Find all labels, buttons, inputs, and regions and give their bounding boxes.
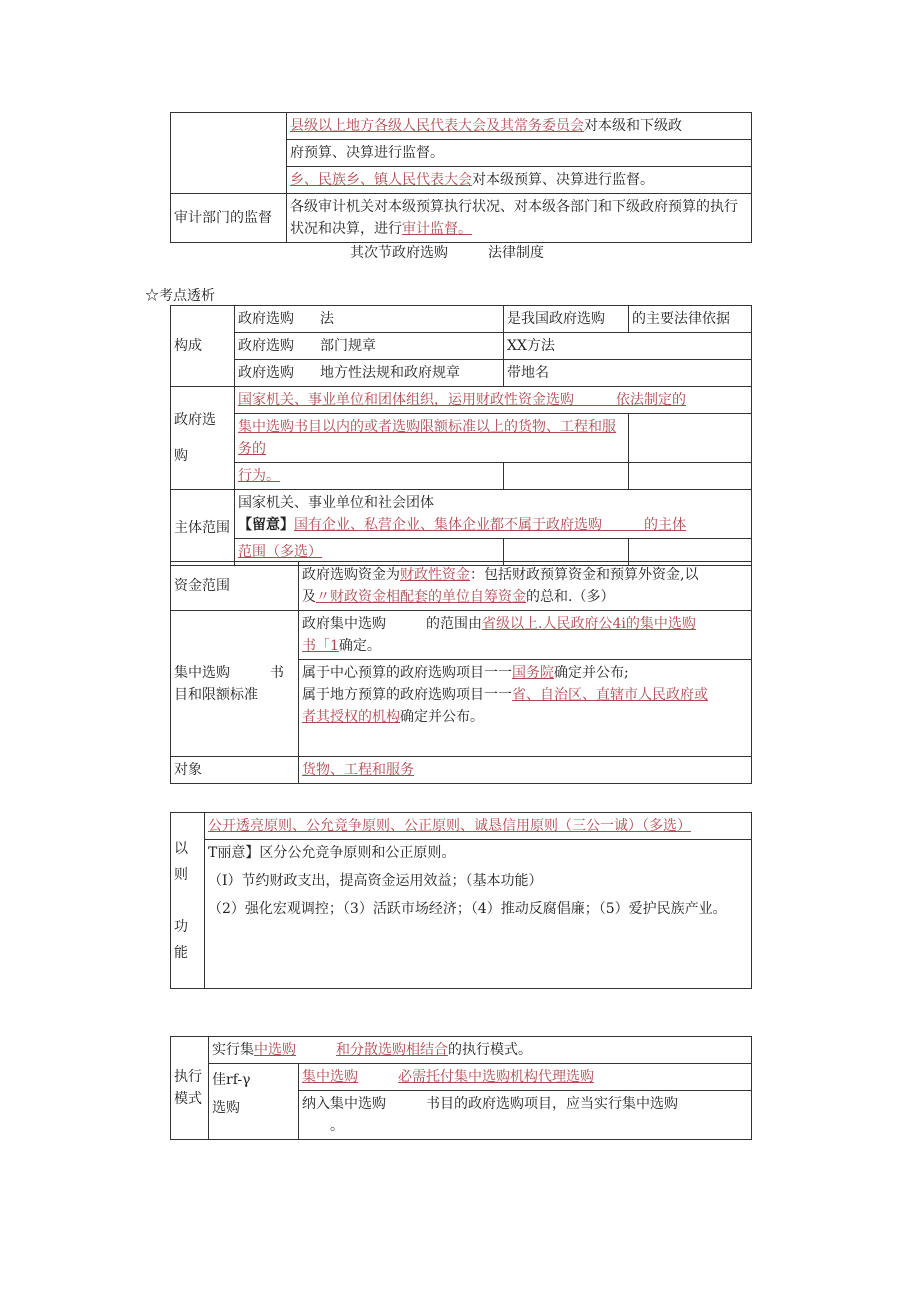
composition-table xyxy=(170,305,752,566)
law-basis-cell-2: 的主要法律依据 xyxy=(629,306,752,333)
local-rules-name-cell: 带地名 xyxy=(504,360,752,387)
principles-functions-label: 以 则 功能 xyxy=(171,813,205,989)
composition-label: 构成 xyxy=(171,306,235,387)
functions-content: T丽意】区分公允竞争原则和公正原则。 （I）节约财政支出，提高资金运用效益；（基本功能） （2）强化宏观调控；（3）活跃市场经济；（4）推动反腐倡廉；（5）爱护民族产业。 xyxy=(205,840,752,989)
execution-mode-label: 执行 模式 xyxy=(171,1037,209,1140)
law-cell: 政府选购 法 xyxy=(235,306,504,333)
fund-scope-label: 资金范围 xyxy=(171,562,299,611)
execution-mode-table xyxy=(170,1036,752,1140)
local-rules-cell: 政府选购 地方性法规和政府规章 xyxy=(235,360,504,387)
township-congress-highlight: 乡、民族乡、镇人民代表大会 xyxy=(290,172,472,188)
exam-point-heading: ☆考点透析 xyxy=(145,288,215,304)
definition-empty-cell-2 xyxy=(504,463,629,490)
section-title: 其次节政府选购 法律制度 xyxy=(350,245,544,261)
subject-scope-content: 国家机关、事业单位和社会团体 【留意】国有企业、私营企业、集体企业都不属于政府选购 的主体 xyxy=(235,490,752,539)
definition-line-1: 国家机关、事业单位和团体组织，运用财政性资金选购 依法制定的 xyxy=(235,387,752,414)
fund-scope-table xyxy=(170,561,752,784)
fund-scope-content: 政府选购资金为财政性资金：包括财政预算资金和预算外资金,以 及〃财政资金相配套的单位自筹资金的总和.（多） xyxy=(299,562,752,611)
audit-label: 审计部门的监督 xyxy=(171,194,287,243)
centralized-items: 纳入集中选购 书目的政府选购项目，应当实行集中选购 。 xyxy=(299,1091,752,1140)
county-congress-highlight: 县级以上地方各级人民代表大会及其常务委员会 xyxy=(290,118,584,134)
centralized-agency: 集中选购 必需托付集中选购机构代理选购 xyxy=(299,1064,752,1091)
subject-scope-line-3: 范围（多选） xyxy=(235,539,504,566)
definition-line-2: 集中选购书目以内的或者选购限额标准以上的货物、工程和服务的 xyxy=(235,414,629,463)
centralized-label: 佳rf-γ 选购 xyxy=(209,1064,299,1140)
law-basis-cell: 是我国政府选购 xyxy=(504,306,629,333)
object-content: 货物、工程和服务 xyxy=(299,757,752,784)
supervision-table xyxy=(170,112,752,243)
supervision-row-2: 府预算、决算进行监督。 xyxy=(287,140,752,167)
principles-content: 公开透亮原则、公允竞争原则、公正原则、诚恳信用原则（三公一诚）（多选） xyxy=(205,813,752,840)
supervision-row-1: 县级以上地方各级人民代表大会及其常务委员会对本级和下级政 xyxy=(287,113,752,140)
rules-name-cell: XX方法 xyxy=(504,333,752,360)
execution-mode-content: 实行集中选购 和分散选购相结合的执行模式。 xyxy=(209,1037,752,1064)
supervision-empty-cell xyxy=(171,113,287,194)
catalogue-scope: 政府集中选购 的范围由省级以上.人民政府公4i的集中选购 书「1确定。 xyxy=(299,611,752,660)
catalogue-label: 集中选购 书 目和限额标准 xyxy=(171,611,299,757)
subject-scope-label: 主体范围 xyxy=(171,490,235,566)
supervision-row-3: 乡、民族乡、镇人民代表大会对本级预算、决算进行监督。 xyxy=(287,167,752,194)
audit-content: 各级审计机关对本级预算执行状况、对本级各部门和下级政府预算的执行状况和决算，进行审计监督。 xyxy=(287,194,752,243)
catalogue-publishers: 属于中心预算的政府选购项目一一国务院确定并公布; 属于地方预算的政府选购项目一一省、自治区、直辖市人民政府或 者其授权的机构确定并公布。 xyxy=(299,660,752,757)
definition-empty-cell xyxy=(629,414,752,463)
definition-line-3: 行为。 xyxy=(235,463,504,490)
definition-empty-cell-3 xyxy=(629,463,752,490)
rules-cell: 政府选购 部门规章 xyxy=(235,333,504,360)
object-label: 对象 xyxy=(171,757,299,784)
definition-label: 政府选 购 xyxy=(171,387,235,490)
principles-table xyxy=(170,812,752,989)
